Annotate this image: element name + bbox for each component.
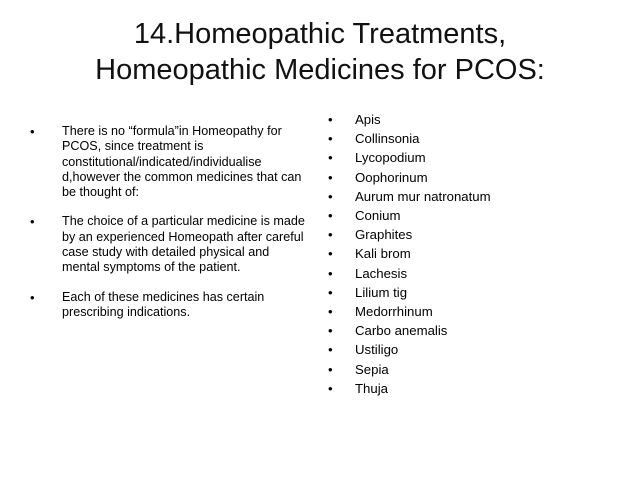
explanation-bullet	[30, 290, 310, 321]
medicine-item	[328, 206, 628, 225]
explanation-text: The choice of a particular medicine is made by an experienced Homeopath after careful case study with detailed physical and mental symptoms of the patient.	[62, 214, 305, 275]
slide-title	[40, 16, 600, 88]
bullet-icon: •	[328, 208, 333, 224]
bullet-icon: •	[328, 284, 333, 300]
explanation-bullet-list	[30, 124, 310, 334]
explanation-text: Each of these medicines has certain prescribing indications.	[62, 289, 265, 319]
medicine-item	[328, 302, 628, 321]
bullet-icon: •	[328, 342, 333, 358]
medicine-name: Apis	[355, 112, 381, 127]
slide-title-line-2: Homeopathic Medicines for PCOS:	[95, 54, 545, 86]
bullet-icon: •	[328, 246, 333, 262]
medicine-name: Collinsonia	[355, 131, 420, 147]
bullet-icon: •	[328, 265, 333, 281]
bullet-icon: •	[328, 323, 333, 339]
medicine-item	[328, 187, 628, 206]
medicine-item	[328, 148, 628, 167]
medicine-list	[328, 110, 628, 398]
bullet-icon: •	[328, 304, 333, 320]
medicine-name: Thuja	[355, 380, 388, 396]
medicine-name: Ustiligo	[355, 342, 399, 358]
medicine-name: Aurum mur natronatum	[355, 188, 491, 204]
medicine-item	[328, 379, 628, 398]
explanation-text: There is no “formula”in Homeopathy for PCOS, since treatment is constitutional/indicated/individualise d,however the common medicines that can be thought of:	[62, 124, 302, 200]
medicine-name: Oophorinum	[355, 169, 428, 185]
medicine-item	[328, 283, 628, 302]
bullet-icon: •	[328, 150, 333, 166]
bullet-icon: •	[328, 169, 333, 185]
slide-title-line-1: 14.Homeopathic Treatments,	[133, 18, 507, 50]
medicine-name: Lachesis	[355, 265, 408, 281]
medicine-item	[328, 244, 628, 263]
medicine-item	[328, 340, 628, 359]
medicine-name: Lilium tig	[355, 284, 408, 300]
medicine-name: Sepia	[355, 361, 389, 377]
bullet-icon: •	[328, 112, 333, 127]
bullet-icon: •	[30, 124, 35, 139]
medicine-item	[328, 129, 628, 148]
medicine-item	[328, 168, 628, 187]
medicine-item	[328, 321, 628, 340]
medicine-item	[328, 264, 628, 283]
bullet-icon: •	[30, 214, 35, 230]
bullet-icon: •	[30, 289, 35, 305]
explanation-bullet	[30, 124, 310, 200]
medicine-name: Lycopodium	[355, 150, 426, 166]
bullet-icon: •	[328, 188, 333, 204]
medicine-item	[328, 110, 628, 129]
medicine-item	[328, 225, 628, 244]
explanation-bullet	[30, 214, 310, 275]
bullet-icon: •	[328, 380, 333, 396]
medicine-name: Kali brom	[355, 246, 411, 262]
medicine-item	[328, 360, 628, 379]
medicine-name: Carbo anemalis	[355, 323, 448, 339]
medicine-name: Medorrhinum	[355, 304, 433, 320]
medicine-name: Conium	[355, 208, 401, 224]
bullet-icon: •	[328, 227, 333, 243]
medicine-name: Graphites	[355, 227, 413, 243]
bullet-icon: •	[328, 131, 333, 147]
bullet-icon: •	[328, 361, 333, 377]
